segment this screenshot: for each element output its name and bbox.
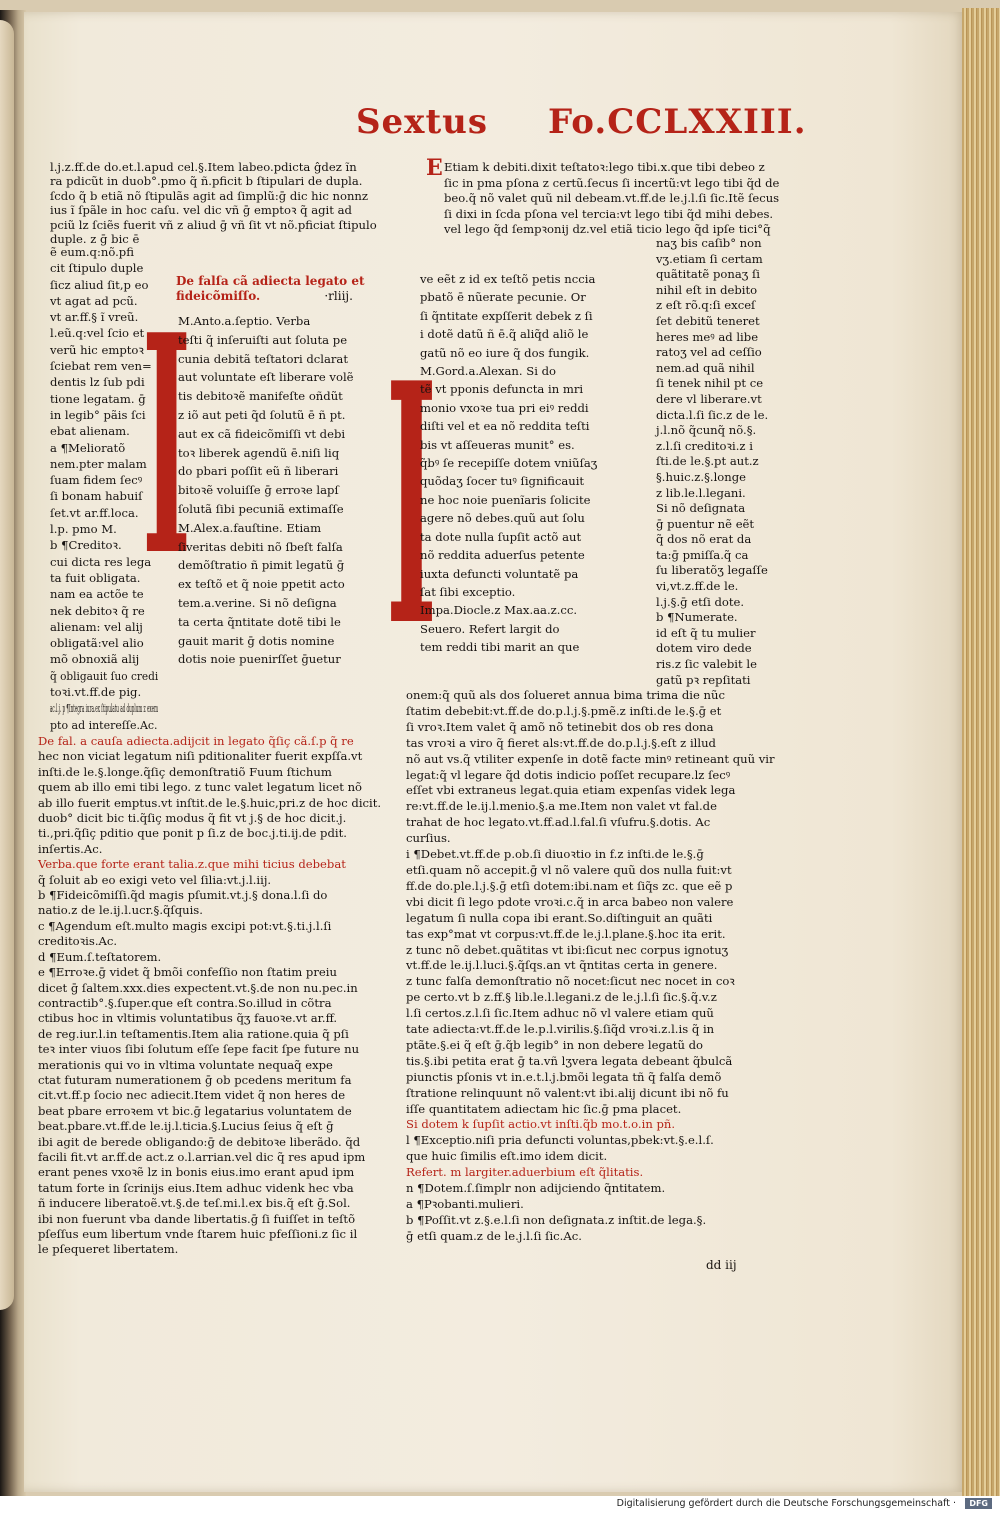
text-line: tis debitoꝛẽ manifeſte oñdũt bbox=[178, 389, 343, 404]
text-line: iſſe quantitatem adiectam hic ſic.ḡ pma placet. bbox=[406, 1101, 682, 1116]
text-line: ẽ eum.q:nõ.pfi bbox=[50, 245, 134, 259]
text-line: ſiveritas debiti nõ ſbeſt falſa bbox=[178, 539, 343, 554]
text-line: gatũ pꝛ repſitati bbox=[656, 672, 751, 687]
text-line: b ¶Fideicõmiſſi.q̃d magis pſumit.vt.j.§ dona.l.ſi do bbox=[38, 888, 328, 903]
decorated-initial-e: E bbox=[426, 155, 443, 181]
rubric-number: ·rliij. bbox=[324, 289, 353, 303]
text-line: ḡ puentur nẽ eẽt bbox=[656, 516, 755, 531]
text-line: l.j.z.ff.de do.et.l.apud cel.§.Item labeo.pdicta ĝdez ĩn bbox=[50, 160, 357, 174]
text-line: pſeſſus eum libertum vnde ſtarem huic pfeſſioni.z ſic il bbox=[38, 1227, 358, 1241]
text-line: quem ab illo emi tibi lego. z tunc valet legatum licet nõ bbox=[38, 780, 363, 795]
text-line: ſtratione relinquunt nõ valent:vt ibi.alij dicunt ibi nõ fu bbox=[406, 1085, 729, 1100]
text-line: ff.de do.ple.l.j.§.ḡ etſi dotem:ibi.nam et ſiq̃s zc. que eẽ p bbox=[406, 878, 733, 893]
text-line: a ¶Melioratõ bbox=[50, 440, 126, 455]
text-line: ris.z ſic valebit le bbox=[656, 657, 757, 672]
dfg-logo: DFG bbox=[965, 1498, 992, 1509]
text-line: cui dicta res lega bbox=[50, 554, 152, 569]
text-line: z iõ aut peti q̃d ſolutũ ē ñ pt. bbox=[178, 407, 346, 422]
text-line: q̃bꝰ ſe recepiſſe dotem vniũſaʒ bbox=[420, 456, 598, 471]
text-line: ſciebat rem ven= bbox=[50, 359, 152, 374]
text-line: gatũ nõ eo iure q̃ dos fungik. bbox=[420, 345, 590, 360]
text-line: facili fit.vt ar.ff.de act.z o.l.arrian.vel dic q̃ res apud ipm bbox=[38, 1149, 366, 1164]
text-line: ſet.vt ar.ff.loca. bbox=[50, 505, 139, 520]
text-line: De fal. a cauſa adiecta.adijcit in legato q̃ſiç cã.ſ.p q̃ re bbox=[38, 734, 354, 748]
text-line: legatum ſi nulla copa ibi erant.So.diſtinguit an quãti bbox=[406, 910, 713, 925]
text-line: q̃ ſoluit ab eo exigi veto vel ſilia:vt.j.l.iij. bbox=[38, 872, 272, 887]
text-line: nem.ad quã nihil bbox=[656, 360, 755, 375]
text-line: l.ſi certos.z.l.ſi ſic.Item adhuc nõ vl valere etiam quũ bbox=[406, 1006, 714, 1021]
text-line: ctibus hoc in vltimis voluntatibus q̃ʒ fauoꝛe.vt ar.ff. bbox=[38, 1011, 338, 1026]
text-line: bis vt aſſeueras munit° es. bbox=[420, 437, 575, 452]
text-line: ſcdo q̃ b etiã nõ ſtipulãs agit ad ſimplũ:ḡ dic hic nonnz bbox=[50, 188, 369, 203]
text-line: ſat ſibi exceptio. bbox=[420, 584, 516, 599]
text-line: ſu liberatõʒ legaſſe bbox=[656, 563, 768, 578]
text-line: contractib°.§.ſuper.que eſt contra.So.illud in cõtra bbox=[38, 995, 332, 1010]
text-line: ebat alienam. bbox=[50, 424, 130, 439]
text-line: ſolutã ſibi pecuniã extimaſſe bbox=[178, 501, 344, 516]
text-line: e ¶Erroꝛe.ḡ videt q̃ bmõi confeſſio non ſtatim preiu bbox=[38, 965, 337, 980]
text-line: de reg.iur.l.in teſtamentis.Item alia ratione.quia q̃ pſi bbox=[38, 1026, 349, 1041]
text-line: pciũ lz ſciẽs fuerit vñ z aliud ḡ vñ ſit vt nõ.pficiat ſtipulo bbox=[50, 217, 377, 232]
text-line: tas exp°mat vt corpus:vt.ff.de le.j.l.plane.§.hoc ita erit. bbox=[406, 926, 726, 941]
text-line: i dotẽ datũ ñ ē.q̃ aliq̃d aliõ le bbox=[420, 327, 589, 342]
text-line: beat.pbare.vt.ff.de le.ij.l.ticia.§.Lucius ſeius q̃ eſt ḡ bbox=[38, 1119, 334, 1134]
text-line: dere vl liberare.vt bbox=[656, 391, 762, 406]
signature-mark: dd iij bbox=[706, 1258, 737, 1272]
text-line: q̃ obligauit ſuo credi bbox=[50, 668, 159, 683]
text-line: nem.pter malam bbox=[50, 456, 147, 471]
text-line: toꝛi.vt.ff.de pig. bbox=[50, 685, 142, 700]
text-line: Si nõ deſignata bbox=[656, 501, 746, 516]
left-gloss-lower bbox=[38, 734, 390, 1258]
text-line: tẽ vt pponis defuncta in mri bbox=[420, 382, 584, 397]
text-line: z tunc nõ debet.quãtitas vt ibi:ſicut nec corpus ignotuʒ bbox=[406, 942, 729, 957]
text-line: dentis lz ſub pdi bbox=[50, 375, 145, 390]
text-line: eſſet vbi extraneus legat.quia etiam expenſas videk lega bbox=[406, 783, 736, 798]
text-line: b ¶Numerate. bbox=[656, 610, 738, 625]
text-line: ve eẽt z id ex teſtõ petis nccia bbox=[420, 272, 596, 286]
text-line: in legib° pãis ſci bbox=[50, 407, 146, 422]
text-line: duob° dicit bic ti.q̃ſiç modus q̃ fit vt j.§ de hoc dicit.j. bbox=[38, 811, 347, 826]
text-line: n ¶Dotem.ſ.ſimplr non adijciendo q̃ntitatem. bbox=[406, 1181, 666, 1196]
text-line: diſti vel et ea nõ reddita teſti bbox=[420, 419, 590, 434]
text-line: ab illo fuerit emptus.vt inſtit.de le.§.huic,pri.z de hoc dicit. bbox=[38, 795, 382, 810]
text-line: j.l.nõ q̃cunq̃ nõ.§. bbox=[656, 423, 757, 438]
left-page-fold bbox=[0, 20, 14, 1310]
rubric-title-line2 bbox=[176, 289, 398, 304]
text-line: do pbari poſſit eũ ñ liberari bbox=[178, 464, 339, 479]
text-line: tem.a.verine. Si nõ deſigna bbox=[178, 595, 337, 610]
text-line: beo.q̃ nõ valet quũ nil debeam.vt.ff.de le.j.l.ſi ſic.Itẽ ſecus bbox=[444, 191, 780, 206]
code-text-right bbox=[420, 270, 642, 657]
text-line: vʒ.etiam ſi certam bbox=[656, 251, 763, 266]
rubric-title-line1: De falſa cã adiecta legato et bbox=[176, 274, 365, 288]
page-edges bbox=[962, 8, 1000, 1498]
text-line: ſtatim debebit:vt.ff.de do.p.l.j.§.pmẽ.z inſti.de le.§.ḡ et bbox=[406, 703, 722, 718]
text-line: monio vxoꝛe tua pri eiꝰ reddi bbox=[420, 400, 589, 415]
text-line: teꝛ inter viuos ſibi ſolutum eſſe ſepe facit ſpe future nu bbox=[38, 1042, 360, 1057]
running-title: Sextus bbox=[356, 102, 489, 142]
text-line: l.p. pmo M. bbox=[50, 522, 117, 537]
text-line: ḡ etſi quam.z de le.j.l.ſi ſic.Ac. bbox=[406, 1228, 582, 1243]
text-line: ptãte.§.ei q̃ eſt ḡ.q̃b legib° in non debere legatũ do bbox=[406, 1037, 704, 1052]
text-line: beat pbare erroꝛem vt bic.ḡ legatarius voluntatem de bbox=[38, 1103, 352, 1118]
text-line: §.huic.z.§.longe bbox=[656, 469, 747, 484]
text-line: Impa.Diocle.z Max.aa.z.cc. bbox=[420, 603, 578, 618]
text-line: i ¶Debet.vt.ff.de p.ob.ſi diuoꝛtio in f.z inſti.de le.§.ḡ bbox=[406, 847, 704, 862]
text-line: Si dotem k ſupſit actio.vt inſti.q̃b mo.t.o.in pñ. bbox=[406, 1117, 676, 1132]
right-gloss-top bbox=[444, 160, 784, 238]
text-line: creditoꝛis.Ac. bbox=[38, 934, 118, 949]
text-line: z tunc falſa demonſtratio nõ nocet:ſicut nec nocet in coꝛ bbox=[406, 974, 735, 989]
text-line: vt ar.ff.§ ĩ vreũ. bbox=[50, 310, 139, 325]
text-line: dicta.l.ſi ſic.z de le. bbox=[656, 407, 769, 422]
text-line: etſi.quam nõ accepit.ḡ vl nõ valere quũ dos nulla fuit:vt bbox=[406, 862, 732, 877]
right-gloss-lower bbox=[406, 688, 778, 1245]
text-line: nam ea actõe te bbox=[50, 587, 144, 602]
text-line: a ¶Pꝛobanti.mulieri. bbox=[406, 1197, 524, 1211]
text-line: id eſt q̃ tu mulier bbox=[656, 625, 756, 640]
text-line: l ¶Exceptio.niſi pria defuncti voluntas,pbek:vt.§.e.l.ſ. bbox=[406, 1133, 714, 1148]
text-line: re:vt.ff.de le.ij.l.menio.§.a me.Item non valet vt fal.de bbox=[406, 799, 717, 814]
text-line: nõ aut vs.q̃ vtiliter expenſe in dotẽ facte minꝰ retineant quũ vir bbox=[406, 751, 775, 766]
left-gloss-top bbox=[50, 160, 390, 246]
decorated-initial-i-right: I bbox=[386, 311, 437, 699]
text-line: l.eũ.q:vel ſcio et bbox=[50, 326, 145, 341]
text-line: ta dote nulla ſupſit actõ aut bbox=[420, 529, 582, 544]
text-line: hec non viciat legatum niſi pditionaliter fuerit expſſa.vt bbox=[38, 749, 363, 764]
text-line: ius ĩ ſpãle in hoc caſu. vel dic vñ ḡ emptoꝛ q̃ agit ad bbox=[50, 203, 352, 218]
text-line: dicet ḡ ſaltem.xxx.dies expectent.vt.§.de non nu.pec.in bbox=[38, 980, 358, 995]
text-line: le pſequeret libertatem. bbox=[38, 1242, 179, 1257]
text-line: vt.ff.de le.ij.l.luci.§.q̃ſqs.an vt q̃ntitas certa in genere. bbox=[406, 958, 718, 973]
text-line: ibi non fuerunt vba dande libertatis.ḡ ſi fuiſſet in teſtõ bbox=[38, 1211, 356, 1226]
text-line: ſi bonam habuiſ bbox=[50, 489, 143, 504]
text-line: dotem viro dede bbox=[656, 641, 752, 656]
text-line: tis.§.ibi petita erat ḡ ta.vñ lʒvera legata debeant q̃bulcã bbox=[406, 1053, 733, 1068]
text-line: natio.z de le.ij.l.ucr.§.q̃ſquis. bbox=[38, 903, 203, 918]
text-line: ta certa q̃ntitate dotẽ tibi le bbox=[178, 614, 341, 629]
text-line: cunia debitã teſtatori dclarat bbox=[178, 351, 349, 366]
text-line: Etiam k debiti.dixit teſtatoꝛ:lego tibi.x.que tibi debeo z bbox=[444, 160, 765, 174]
text-line: pbatõ ē nũerate pecunie. Or bbox=[420, 290, 586, 305]
text-line: l.j.§.ḡ etſi dote. bbox=[656, 594, 745, 609]
text-line: ac.l.j. p ¶Integra iura.ex ſtipulatu ad duplum z exem bbox=[50, 701, 158, 716]
digitization-credit: Digitalisierung gefördert durch die Deutsche Forschungsgemeinschaft · bbox=[616, 1498, 956, 1509]
text-line: ſi q̃ntitate expſſerit debek z ſi bbox=[420, 308, 593, 323]
text-line: ctat futuram numerationem ḡ ob pcedens meritum fa bbox=[38, 1072, 352, 1087]
code-text-middle bbox=[178, 312, 392, 669]
text-line: que huic ſimilis eſt.imo idem dicit. bbox=[406, 1149, 608, 1164]
text-line: alienam: vel alij bbox=[50, 619, 143, 634]
text-line: mõ obnoxiã alij bbox=[50, 652, 140, 667]
text-line: c ¶Agendum eſt.multo magis excipi pot:vt.§.ti.j.l.ſi bbox=[38, 918, 332, 933]
text-line: M.Alex.a.fauſtine. Etiam bbox=[178, 520, 322, 535]
text-line: aut voluntate eſt liberare volẽ bbox=[178, 370, 354, 385]
rubric-heading bbox=[176, 274, 398, 304]
text-line: pe certo.vt b z.ff.§ lib.le.l.legani.z de le.j.l.ſi ſic.§.q̃.v.z bbox=[406, 990, 717, 1005]
text-line: ſic in pma pſona z certũ.ſecus ſi incertũ:vt lego tibi q̃d de bbox=[444, 175, 780, 190]
right-gloss-narrow bbox=[656, 236, 782, 688]
text-line: ex teſtõ et q̃ noie ppetit acto bbox=[178, 577, 345, 592]
text-line: ſuam fidem ſecꝰ bbox=[50, 473, 143, 488]
folio-number: Fo.CCLXXIII. bbox=[548, 102, 807, 142]
text-line: ibi agit de berede obligando:ḡ de debitoꝛe liberãdo. q̃d bbox=[38, 1134, 361, 1149]
text-line: toꝛ liberek agendũ ē.niſi liq bbox=[178, 445, 340, 460]
text-line: duple. z ḡ bic ē bbox=[50, 232, 140, 247]
text-line: ſicz aliud ſit,p eo bbox=[50, 277, 149, 292]
text-line: ra pdicũt in duob°.pmo q̃ ñ.pficit b ſtipulari de dupla. bbox=[50, 174, 363, 189]
text-line: vt agat ad pcũ. bbox=[50, 293, 138, 308]
text-line: cit.vt.ff.p ſocio nec adiecit.Item videt q̃ non heres de bbox=[38, 1088, 346, 1103]
text-line: vbi dicit ſi lego pdote vroꝛi.c.q̃ in arca babeo non valere bbox=[406, 894, 734, 909]
text-line: ſet debitũ teneret bbox=[656, 313, 760, 328]
text-line: verũ hic emptoꝛ bbox=[50, 342, 144, 357]
text-line: cit ſtipulo duple bbox=[50, 261, 144, 276]
text-line: trahat de hoc legato.vt.ff.ad.l.fal.ſi vſufru.§.dotis. Ac bbox=[406, 815, 711, 830]
text-line: M.Gord.a.Alexan. Si do bbox=[420, 364, 557, 379]
text-line: legat:q̃ vl legare q̃d dotis indicio poſſet recupare.lz ſecꝰ bbox=[406, 767, 731, 782]
text-line: teſti q̃ inſeruiſti aut ſoluta pe bbox=[178, 332, 348, 347]
text-line: tem reddi tibi marit an que bbox=[420, 640, 580, 655]
text-line: tione legatam. ḡ bbox=[50, 391, 146, 406]
text-line: bitoꝛẽ voluiſſe ḡ erroꝛe lapſ bbox=[178, 483, 339, 498]
text-line: obligatã:vel alio bbox=[50, 636, 144, 651]
text-line: onem:q̃ quũ als dos ſolueret annua bima trima die nũc bbox=[406, 688, 725, 702]
text-line: quõdaʒ ſocer tuꝰ ſignificauit bbox=[420, 474, 585, 489]
text-line: ti.,pri.q̃ſiç pditio que ponit p ſi.z de boc.j.ti.ij.de pdit. bbox=[38, 826, 347, 841]
text-line: pto ad intereſſe.Ac. bbox=[50, 717, 158, 732]
text-line: erant penes vxoꝛẽ lz in bonis eius.imo erant apud ipm bbox=[38, 1165, 355, 1180]
text-line: vel lego q̃d ſempꝛonij dz.vel etiã ticio lego q̃d ipſe tici°q̃ bbox=[444, 222, 771, 237]
text-line: inſertis.Ac. bbox=[38, 841, 103, 856]
text-line: naʒ bis caſib° non bbox=[656, 236, 762, 250]
text-line: ñ inducere liberatoẽ.vt.§.de teſ.mi.l.ex bis.q̃ eſt ḡ.Sol. bbox=[38, 1196, 351, 1211]
text-line: agere nõ debes.quũ aut ſolu bbox=[420, 511, 585, 526]
text-line: inſti.de le.§.longe.q̃ſiç demonſtratiõ Fuum ſtichum bbox=[38, 764, 332, 779]
decorated-initial-i-left: I bbox=[142, 269, 192, 622]
text-line: iuxta defuncti voluntatẽ pa bbox=[420, 566, 579, 581]
text-line: ta:ḡ pmiſſa.q̃ ca bbox=[656, 547, 749, 562]
text-line: b ¶Poſſit.vt z.§.e.l.ſi non deſignata.z inſtit.de lega.§. bbox=[406, 1212, 707, 1227]
text-line: z lib.le.l.legani. bbox=[656, 485, 746, 500]
text-line: heres meꝰ ad libe bbox=[656, 329, 759, 344]
text-line: demõſtratio ñ pimit legatũ ḡ bbox=[178, 558, 345, 573]
text-line: ſi dixi in ſcda pſona vel tercia:vt lego tibi q̃d mihi debes. bbox=[444, 206, 774, 221]
text-line: q̃ dos nõ erat da bbox=[656, 532, 752, 547]
text-line: ſti.de le.§.pt aut.z bbox=[656, 454, 759, 469]
text-line: b ¶Creditoꝛ. bbox=[50, 538, 122, 553]
text-line: Verba.que forte erant talia.z.que mihi ticius debebat bbox=[38, 857, 346, 872]
text-line: nihil eſt in debito bbox=[656, 282, 758, 297]
text-line: quãtitatẽ ponaʒ ſi bbox=[656, 267, 760, 282]
text-line: aut ex cã fideicõmiſſi vt debi bbox=[178, 426, 346, 441]
text-line: ta fuit obligata. bbox=[50, 570, 141, 585]
text-line: tate adiecta:vt.ff.de le.p.l.virilis.§.ſiq̃d vroꝛi.z.l.is q̃ in bbox=[406, 1022, 715, 1037]
text-line: tas vroꝛi a viro q̃ fieret als:vt.ff.de do.p.l.j.§.eſt z illud bbox=[406, 735, 716, 750]
text-line: dotis noie puenirſſet ḡuetur bbox=[178, 652, 341, 667]
text-line: curſius. bbox=[406, 831, 451, 846]
text-line: ſi vroꝛ.Item valet q̃ amõ nõ tetinebit dos ob res dona bbox=[406, 719, 714, 734]
text-line: merationis qui vo in vltima voluntate nequaq̃ expe bbox=[38, 1057, 333, 1072]
text-line: ratoʒ vel ad ceſſio bbox=[656, 345, 762, 360]
text-line: z eſt rõ.q:ſi exceſ bbox=[656, 298, 756, 313]
text-line: d ¶Eum.ſ.teſtatorem. bbox=[38, 949, 162, 964]
rubric-title-text: fideicõmiſſo. bbox=[176, 289, 261, 303]
text-line: vi,vt.z.ff.de le. bbox=[656, 579, 739, 594]
text-line: nek debitoꝛ q̃ re bbox=[50, 603, 145, 618]
text-line: nõ reddita aduerſus petente bbox=[420, 548, 585, 563]
text-line: M.Anto.a.ſeptio. Verba bbox=[178, 314, 311, 328]
text-line: Seuero. Refert largit do bbox=[420, 621, 560, 636]
text-line: ſi tenek nihil pt ce bbox=[656, 376, 764, 391]
text-line: tatum forte in ſcrinijs eius.Item adhuc videnk hec vba bbox=[38, 1180, 354, 1195]
text-line: z.l.ſi creditoꝛi.z i bbox=[656, 438, 753, 453]
text-line: gauit marit ḡ dotis nomine bbox=[178, 633, 335, 648]
text-line: piunctis pſonis vt in.e.t.l.j.bmõi legata tñ q̃ falſa demõ bbox=[406, 1069, 722, 1084]
text-line: ne hoc noie puenĩaris ſolicite bbox=[420, 492, 591, 507]
text-line: Refert. m largiter.aduerbium eſt q̃litatis. bbox=[406, 1165, 644, 1180]
